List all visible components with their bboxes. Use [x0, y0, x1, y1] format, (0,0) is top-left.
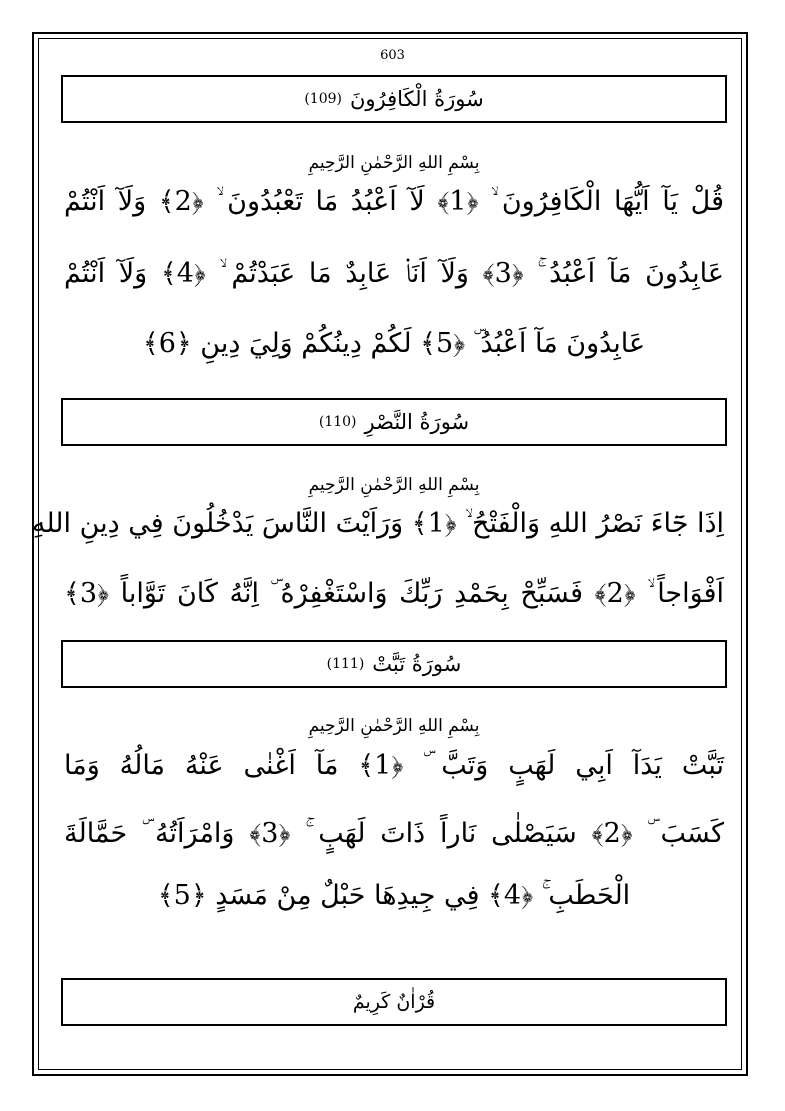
footer-label: قُرْاٰنٌ كَرِيمٌ [352, 991, 436, 1013]
verse-line: عَابِدُونَ مَآ اَعْبُدُ ۚ ﴿3﴾ وَلَآ اَنَا۬ عَابِدٌ مَا عَبَدْتُمْ ۙ ﴿4﴾ وَلَآ اَنْتُمْ [64, 258, 724, 289]
sura-title: سُورَةُ تَبَّتْ [372, 652, 462, 676]
verse-line: تَبَّتْ يَدَآ اَبِي لَهَبٍ وَتَبَّ ۜ ﴿1﴾ مَآ اَغْنٰى عَنْهُ مَالُهُ وَمَا [64, 750, 724, 781]
basmala: بِسْمِ اللهِ الرَّحْمٰنِ الرَّحِيمِ [308, 153, 480, 173]
sura-number: (111) [326, 656, 365, 672]
basmala: بِسْمِ اللهِ الرَّحْمٰنِ الرَّحِيمِ [308, 475, 480, 495]
verse-line: عَابِدُونَ مَآ اَعْبُدُ ۜ ﴿5﴾ لَكُمْ دِينُكُمْ وَلِيَ دِينِ ﴿6﴾ [142, 328, 646, 359]
sura-header-109 [61, 75, 727, 123]
sura-number: (110) [318, 414, 357, 430]
verse-line: اِذَا جَٓاءَ نَصْرُ اللهِ وَالْفَتْحُ ۙ ﴿1﴾ وَرَاَيْتَ النَّاسَ يَدْخُلُونَ فِي دِينِ اللهِ [31, 508, 724, 539]
basmala: بِسْمِ اللهِ الرَّحْمٰنِ الرَّحِيمِ [308, 716, 480, 736]
verse-line: الْحَطَبِ ۚ ﴿4﴾ فِي جِيدِهَا حَبْلٌ مِنْ مَسَدٍ ﴿5﴾ [157, 880, 631, 911]
sura-header-110 [61, 398, 727, 446]
sura-header-111 [61, 640, 727, 688]
verse-line: اَفْوَاجاً ۙ ﴿2﴾ فَسَبِّحْ بِحَمْدِ رَبِّكَ وَاسْتَغْفِرْهُ ۜ اِنَّهُ كَانَ تَوَّاباً ﴿3﴾ [64, 578, 724, 609]
verse-line: كَسَبَ ۜ ﴿2﴾ سَيَصْلٰى نَاراً ذَاتَ لَهَبٍ ۚ ﴿3﴾ وَامْرَاَتُهُ ۜ حَمَّالَةَ [64, 818, 724, 849]
footer-box [61, 978, 727, 1026]
sura-title: سُورَةُ الْكَافِرُونَ [349, 87, 484, 111]
verse-line: قُلْ يَآ اَيُّهَا الْكَافِرُونَ ۙ ﴿1﴾ لَآ اَعْبُدُ مَا تَعْبُدُونَ ۙ ﴿2﴾ وَلَآ اَنْتُمْ [64, 186, 724, 217]
sura-title: سُورَةُ النَّصْرِ [364, 410, 470, 434]
page-number: 603 [380, 48, 405, 63]
sura-number: (109) [304, 91, 342, 107]
